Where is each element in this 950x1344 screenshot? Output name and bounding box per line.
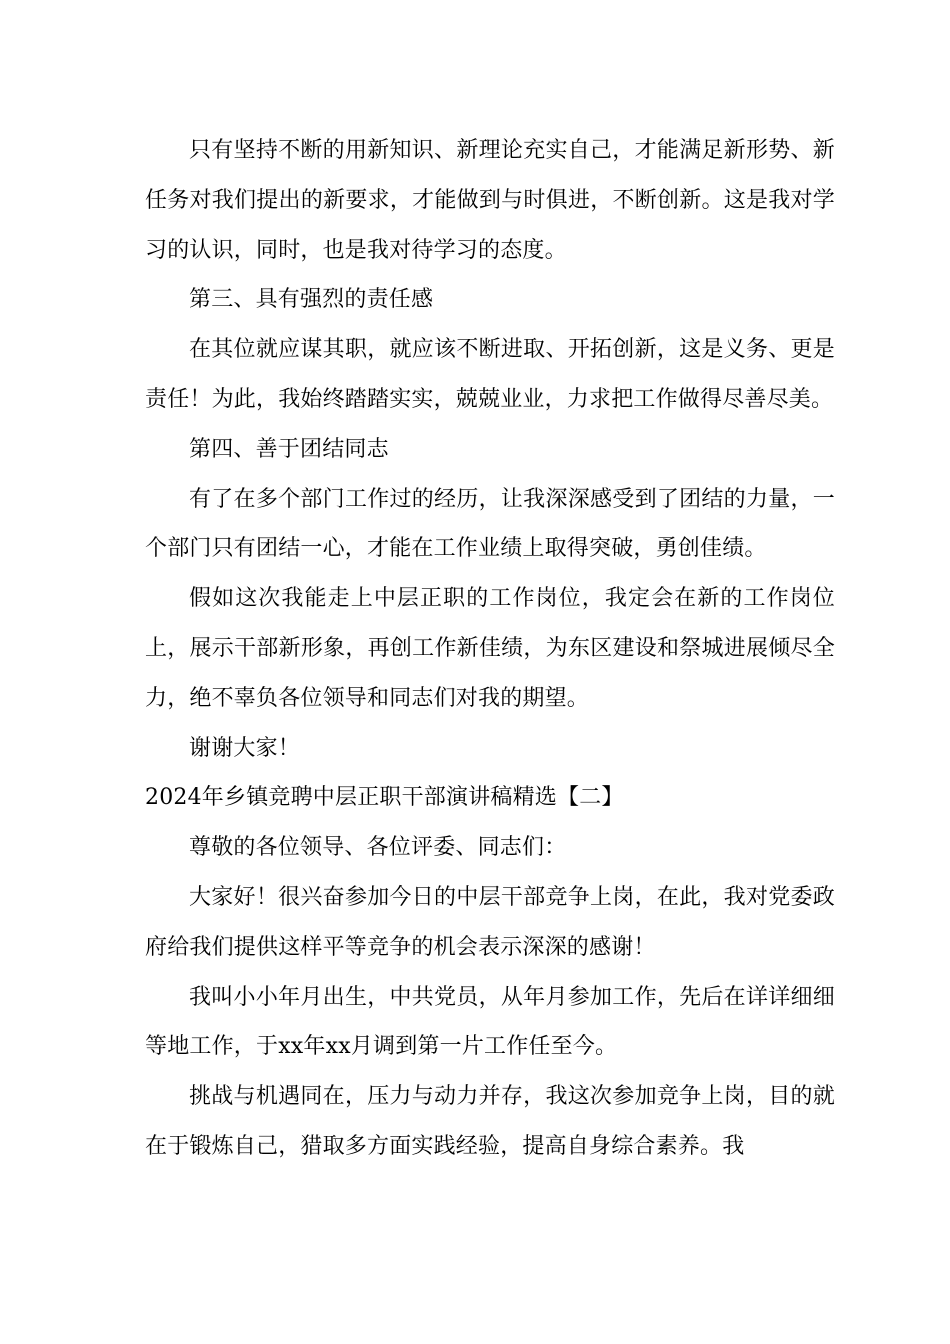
- paragraph-commitment: 假如这次我能走上中层正职的工作岗位，我定会在新的工作岗位上，展示干部新形象，再创工作新佳绩，为东区建设和祭城进展倾尽全力，绝不辜负各位领导和同志们对我的期望。: [145, 586, 835, 711]
- paragraph-challenge: 挑战与机遇同在，压力与动力并存，我这次参加竞争上岗，目的就在于锻炼自己，猎取多方面实践经验，提高自身综合素养。我: [145, 1084, 835, 1159]
- paragraph-responsibility: 在其位就应谋其职，就应该不断进取、开拓创新，这是义务、更是责任！为此，我始终踏踏实实，兢兢业业，力求把工作做得尽善尽美。: [145, 337, 835, 412]
- paragraph-salutation: 尊敬的各位领导、各位评委、同志们：: [189, 835, 567, 861]
- paragraph-study-attitude: 只有坚持不断的用新知识、新理论充实自己，才能满足新形势、新任务对我们提出的新要求，才能做到与时俱进，不断创新。这是我对学习的认识，同时，也是我对待学习的态度。: [145, 138, 835, 263]
- heading-third-responsibility: 第三、具有强烈的责任感: [189, 287, 434, 313]
- paragraph-self-intro: 我叫小小年月出生，中共党员，从年月参加工作，先后在详详细细等地工作，于xx年xx月调到第一片工作任至今。: [145, 984, 835, 1060]
- paragraph-thanks: 谢谢大家！: [189, 735, 301, 761]
- heading-fourth-unity: 第四、善于团结同志: [189, 436, 389, 462]
- paragraph-unity: 有了在多个部门工作过的经历，让我深深感受到了团结的力量，一个部门只有团结一心，才能在工作业绩上取得突破，勇创佳绩。: [145, 486, 835, 562]
- document-body: [145, 126, 835, 1172]
- section-title-part-two: 2024年乡镇竞聘中层正职干部演讲稿精选【二】: [145, 785, 624, 811]
- paragraph-greeting: 大家好！很兴奋参加今日的中层干部竞争上岗，在此，我对党委政府给我们提供这样平等竞争的机会表示深深的感谢！: [145, 884, 835, 960]
